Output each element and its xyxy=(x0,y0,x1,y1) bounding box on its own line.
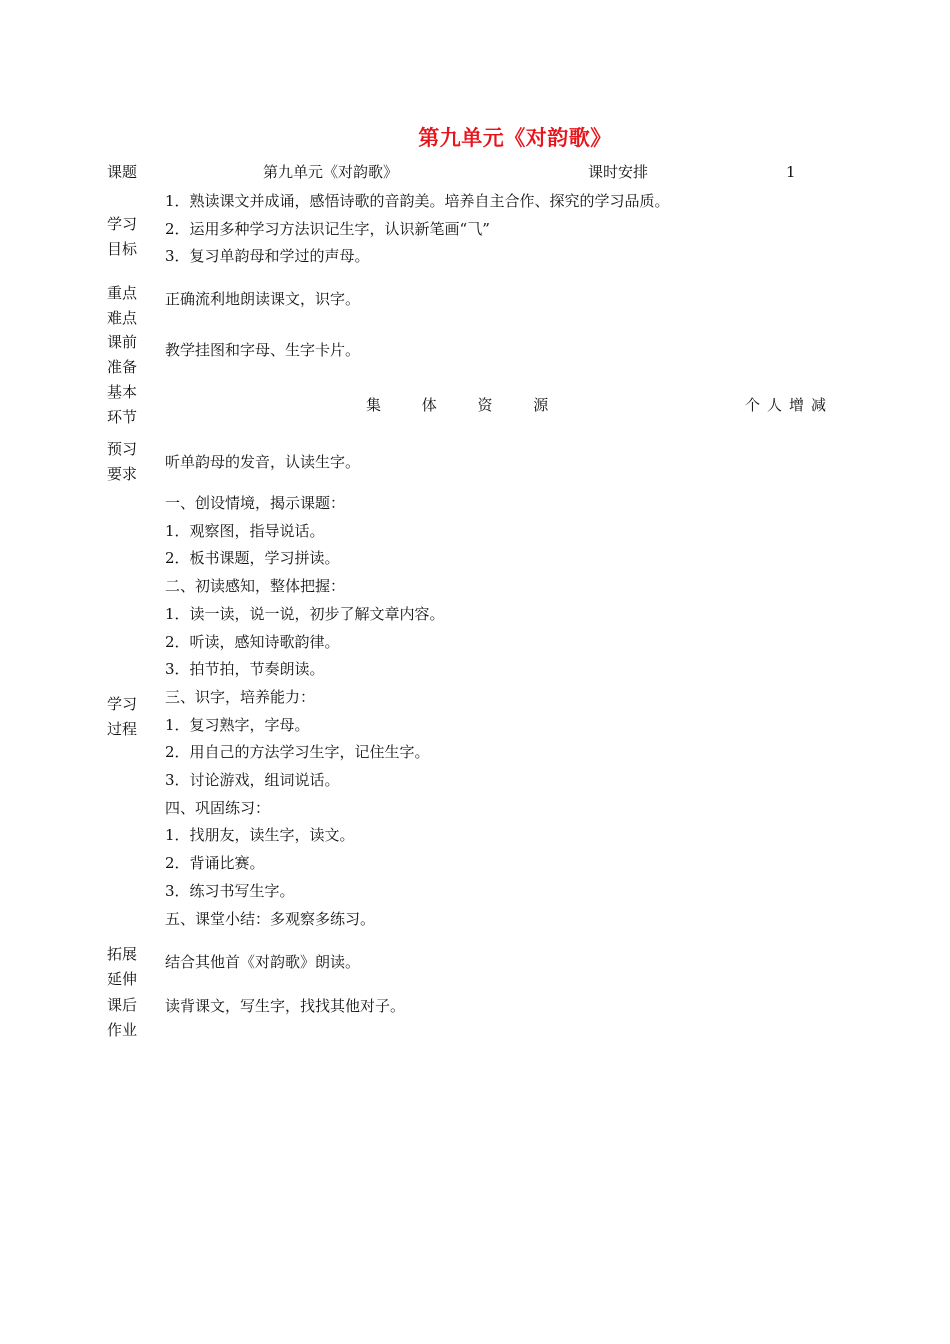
collective-resources-heading: 集 体 资 源 xyxy=(366,396,567,414)
homework-label: 课后作业 xyxy=(107,996,138,1039)
process-line: 1．复习熟字，字母。 xyxy=(165,715,310,734)
process-line: 二、初读感知，整体把握： xyxy=(165,577,346,596)
extension-label: 拓展延伸 xyxy=(107,945,138,988)
objective-item: 3．复习单韵母和学过的声母。 xyxy=(165,247,370,266)
topic-value: 第九单元《对韵歌》 xyxy=(263,163,399,181)
process-line: 1．找朋友，读生字，读文。 xyxy=(165,826,355,845)
objectives-list xyxy=(165,188,670,271)
schedule-value: 1 xyxy=(786,163,796,181)
preparation-text: 教学挂图和字母、生字卡片。 xyxy=(165,341,361,359)
process-line: 1．读一读，说一说，初步了解文章内容。 xyxy=(165,604,445,623)
process-label: 学习过程 xyxy=(107,695,138,738)
homework-text: 读背课文，写生字，找找其他对子。 xyxy=(165,997,406,1015)
topic-label: 课题 xyxy=(107,163,138,181)
document-title: 第九单元《对韵歌》 xyxy=(418,125,612,150)
process-line: 3．讨论游戏，组词说话。 xyxy=(165,771,340,790)
objective-item: 1．熟读课文并成诵，感悟诗歌的音韵美。培养自主合作、探究的学习品质。 xyxy=(165,192,670,210)
process-line: 2．板书课题，学习拼读。 xyxy=(165,549,340,568)
key-points-label: 重点难点 xyxy=(107,284,138,327)
basic-steps-label: 基本环节 xyxy=(107,383,138,426)
personal-adjustments-heading: 个人增减 xyxy=(745,396,834,414)
process-line: 一、创设情境，揭示课题： xyxy=(165,494,346,512)
process-line: 3．拍节拍，节奏朗读。 xyxy=(165,660,325,679)
process-line: 2．背诵比赛。 xyxy=(165,854,265,873)
process-line: 三、识字，培养能力： xyxy=(165,687,316,706)
process-line: 五、课堂小结：多观察多练习。 xyxy=(165,909,376,928)
process-line: 2．用自己的方法学习生字，记住生字。 xyxy=(165,743,430,762)
key-points-text: 正确流利地朗读课文，识字。 xyxy=(165,290,361,308)
extension-text: 结合其他首《对韵歌》朗读。 xyxy=(165,953,361,971)
preview-label: 预习要求 xyxy=(107,440,138,483)
schedule-label: 课时安排 xyxy=(588,163,649,181)
process-line: 四、巩固练习： xyxy=(165,798,271,817)
process-line: 1．观察图，指导说话。 xyxy=(165,521,325,540)
objectives-label: 学习目标 xyxy=(107,215,138,258)
preview-text: 听单韵母的发音，认读生字。 xyxy=(165,453,361,471)
preparation-label: 课前准备 xyxy=(107,333,138,376)
process-line: 2．听读，感知诗歌韵律。 xyxy=(165,632,340,651)
process-line: 3．练习书写生字。 xyxy=(165,881,295,900)
objective-item: 2．运用多种学习方法识记生字，认识新笔画“⺄” xyxy=(165,219,490,238)
process-list xyxy=(165,490,445,933)
